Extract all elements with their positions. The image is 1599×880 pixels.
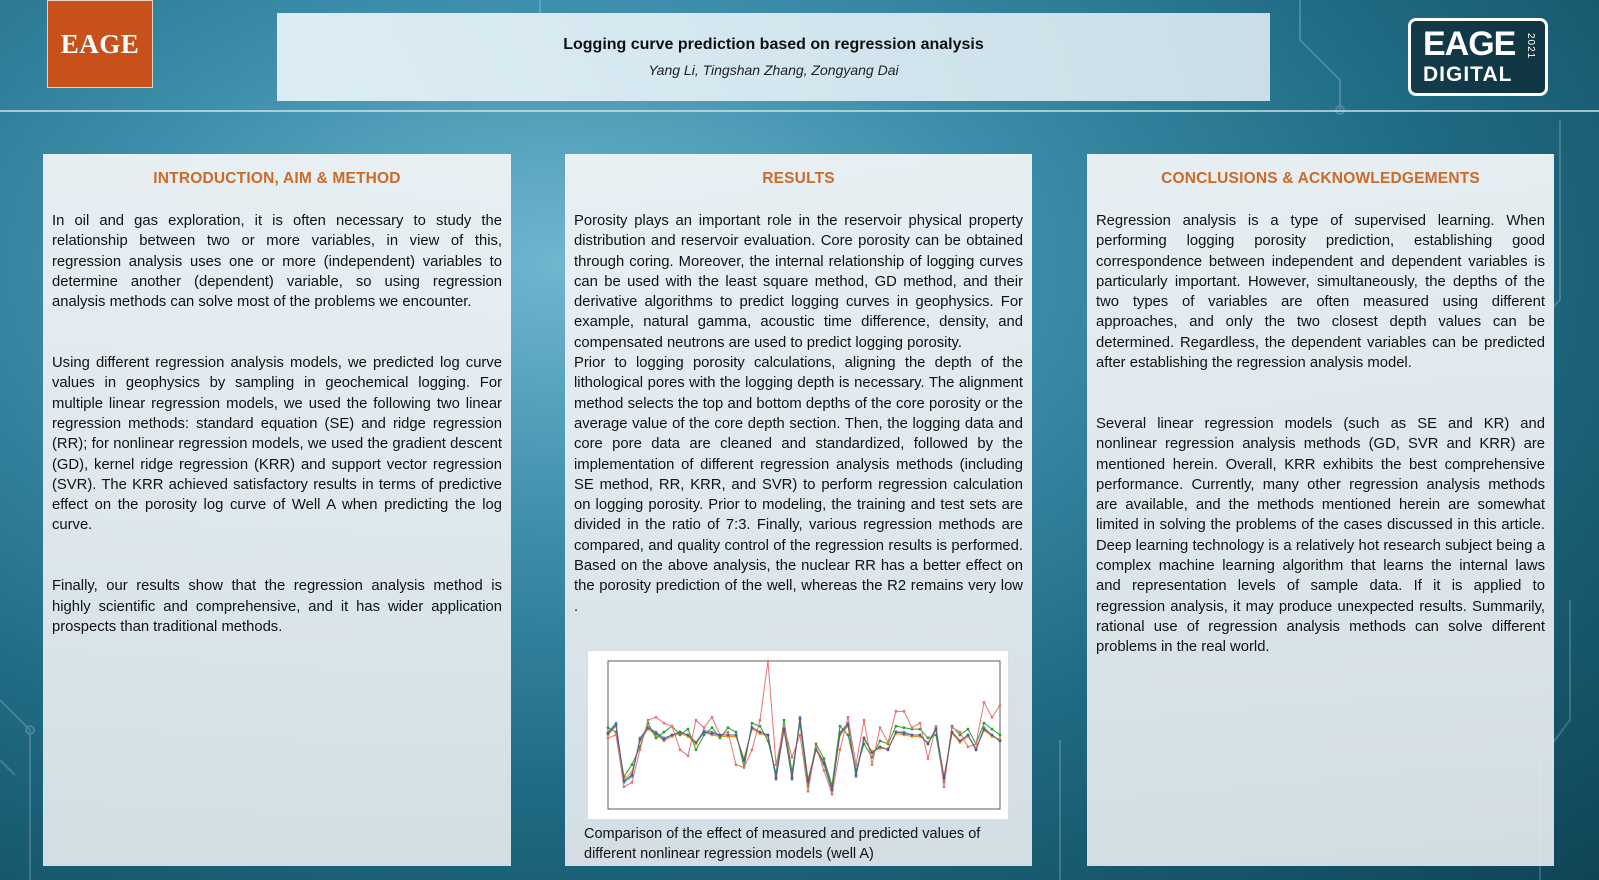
chart-point-3-6: [655, 716, 658, 719]
chart-point-4-43: [951, 731, 954, 734]
chart-point-4-32: [863, 737, 866, 740]
results-paragraph-2: Prior to logging porosity calculations, aligning the depth of the lithological pores with the logging depth is necessary. The alignment method selects the top and bottom depths of the core porosity or the average value of the core depth section. Then, the logging data and core pore data are cleaned and standardized, followed by the implementation of different regression analysis methods (including SE method, RR, KRR, and SVR) to perform regression calculation on logging porosity. Prior to modeling, the training and test sets are divided in the ratio of 7:3. Finally, various regression methods are compared, and quality control of the regression results is performed. Based on the above analysis, the nuclear RR has a better effect on the porosity prediction of the well, whereas the R2 remains very low .: [574, 355, 1023, 615]
chart-point-4-18: [751, 726, 754, 729]
eage-digital-logo: [1408, 18, 1548, 96]
intro-paragraph-1: In oil and gas exploration, it is often necessary to study the relationship between two or more variables, in view of this, regression analysis uses one or more (independent) variables to determine another (dependent) variable, so using regression analysis methods can solve most of the problems we encounter.: [52, 213, 502, 311]
results-body: [574, 211, 1023, 617]
chart-point-2-10: [687, 728, 690, 731]
chart-point-3-13: [711, 716, 714, 719]
chart-point-2-49: [999, 734, 1002, 737]
chart-point-4-7: [663, 738, 666, 741]
chart-point-3-24: [799, 734, 802, 737]
chart-point-3-31: [855, 763, 858, 766]
chart-point-3-49: [999, 704, 1002, 707]
chart-point-2-26: [815, 742, 818, 745]
chart-point-4-5: [647, 726, 650, 729]
chart-point-4-39: [919, 734, 922, 737]
chart-point-3-3: [631, 781, 634, 784]
conclusions-paragraph-1: Regression analysis is a type of supervised learning. When performing logging porosity prediction, establishing good correspondence between independent and dependent variables is particularly important. However, simultaneously, the depths of the two types of variables are often measured using different approaches, and only the two closest depth values can be determined. Regardless, the dependent variables can be predicted after establishing the regression analysis model.: [1096, 213, 1545, 372]
chart-point-3-10: [687, 754, 690, 757]
chart-point-3-43: [951, 726, 954, 729]
figure-caption: Comparison of the effect of measured and predicted values of different nonlinear regression models (well A): [584, 826, 981, 862]
conclusions-body: [1096, 211, 1545, 658]
chart-point-3-15: [727, 731, 730, 734]
chart-point-3-22: [783, 725, 786, 728]
prediction-chart: [587, 650, 1009, 820]
chart-point-2-16: [735, 731, 738, 734]
chart-point-3-7: [663, 722, 666, 725]
results-paragraph-1: Porosity plays an important role in the reservoir physical property distribution and reservoir evaluation. Core porosity can be obtained through coring. Moreover, the internal relationship of logging curves can be used with the least square method, GD method, and their derivative algorithms to predict logging curves in geophysics. For example, natural gamma, acoustic time difference, density, and compensated neutrons are used to predict logging porosity.: [574, 213, 1023, 351]
chart-point-4-29: [839, 732, 842, 735]
results-heading: RESULTS: [762, 170, 835, 187]
chart-point-3-37: [903, 710, 906, 713]
prediction-chart-svg: [588, 651, 1008, 819]
chart-point-4-41: [935, 728, 938, 731]
chart-point-3-12: [703, 726, 706, 729]
chart-point-2-40: [927, 737, 930, 740]
chart-series-line-3: [608, 661, 1000, 794]
chart-point-3-42: [943, 785, 946, 788]
chart-point-2-48: [991, 728, 994, 731]
chart-point-3-30: [847, 716, 850, 719]
intro-body: [52, 211, 502, 637]
chart-point-4-24: [799, 717, 802, 720]
chart-point-4-44: [959, 740, 962, 743]
chart-point-3-16: [735, 763, 738, 766]
chart-point-4-42: [943, 777, 946, 780]
chart-point-3-20: [767, 660, 770, 663]
chart-point-2-37: [903, 726, 906, 729]
chart-point-2-14: [719, 737, 722, 740]
conclusions-panel: [1087, 154, 1554, 866]
chart-point-2-22: [783, 719, 786, 722]
chart-point-3-33: [871, 763, 874, 766]
chart-point-4-2: [623, 779, 626, 782]
chart-point-3-32: [863, 719, 866, 722]
eage-digital-logo-line1: EAGE: [1423, 25, 1516, 63]
chart-point-4-6: [655, 732, 658, 735]
chart-point-4-8: [671, 734, 674, 737]
chart-point-3-27: [823, 769, 826, 772]
chart-point-3-40: [927, 757, 930, 760]
chart-point-3-38: [911, 726, 914, 729]
chart-point-2-29: [839, 725, 842, 728]
chart-point-4-38: [911, 734, 914, 737]
chart-point-4-27: [823, 762, 826, 765]
chart-point-3-26: [815, 745, 818, 748]
chart-point-4-28: [831, 788, 834, 791]
chart-point-4-36: [895, 731, 898, 734]
chart-point-3-23: [791, 756, 794, 759]
results-panel: [565, 154, 1032, 866]
chart-point-4-48: [991, 734, 994, 737]
chart-point-3-17: [743, 766, 746, 769]
chart-point-2-30: [847, 734, 850, 737]
chart-point-3-18: [751, 748, 754, 751]
chart-point-2-36: [895, 725, 898, 728]
chart-point-3-41: [935, 725, 938, 728]
chart-point-3-45: [967, 745, 970, 748]
chart-point-4-16: [735, 734, 738, 737]
chart-point-4-31: [855, 774, 858, 777]
chart-point-4-22: [783, 728, 786, 731]
chart-point-4-35: [887, 748, 890, 751]
chart-point-4-46: [975, 748, 978, 751]
chart-point-3-21: [775, 763, 778, 766]
chart-point-2-15: [727, 726, 730, 729]
chart-plot-frame: [608, 661, 1000, 809]
chart-point-4-10: [687, 734, 690, 737]
chart-point-4-45: [967, 734, 970, 737]
chart-point-4-19: [759, 731, 762, 734]
chart-point-4-9: [679, 731, 682, 734]
chart-point-4-14: [719, 734, 722, 737]
chart-point-3-35: [887, 741, 890, 744]
intro-heading: INTRODUCTION, AIM & METHOD: [153, 170, 401, 187]
chart-point-2-47: [983, 722, 986, 725]
chart-point-4-12: [703, 731, 706, 734]
chart-point-4-49: [999, 740, 1002, 743]
chart-point-4-4: [639, 738, 642, 741]
chart-point-3-47: [983, 701, 986, 704]
chart-point-2-11: [695, 748, 698, 751]
chart-point-3-36: [895, 710, 898, 713]
chart-point-3-34: [879, 726, 882, 729]
chart-point-3-19: [759, 719, 762, 722]
chart-point-2-34: [879, 740, 882, 743]
chart-point-2-9: [679, 734, 682, 737]
chart-point-3-8: [671, 725, 674, 728]
chart-point-3-0: [607, 737, 610, 740]
chart-point-4-30: [847, 723, 850, 726]
chart-point-3-44: [959, 731, 962, 734]
title-banner: [277, 13, 1270, 101]
chart-point-4-25: [807, 779, 810, 782]
chart-point-3-25: [807, 790, 810, 793]
chart-point-4-37: [903, 732, 906, 735]
chart-point-3-46: [975, 742, 978, 745]
chart-point-2-6: [655, 737, 658, 740]
chart-point-3-5: [647, 719, 650, 722]
chart-point-4-15: [727, 734, 730, 737]
chart-point-4-33: [871, 751, 874, 754]
chart-point-3-9: [679, 748, 682, 751]
eage-digital-logo-line2: DIGITAL: [1423, 63, 1513, 86]
chart-point-2-45: [967, 728, 970, 731]
chart-point-4-0: [607, 732, 610, 735]
chart-point-2-13: [711, 726, 714, 729]
conclusions-paragraph-2: Several linear regression models (such as SE and KR) and nonlinear regression analysis methods (GD, SVR and KRR) are mentioned herein. Overall, KRR exhibits the best comprehensive performance. Currently, many other regression analysis methods are available, and the methods mentioned herein are somewhat limited in solving the problems of the cases discussed in this article. Deep learning technology is a relatively hot research subject being a complex machine learning algorithm that learns the internal laws and representation levels of sample data. If it is applied to regression analysis, it may produce unexpected results. Summarily, rational use of regression analysis methods can solve different problems in the real world.: [1096, 415, 1545, 656]
chart-point-4-21: [775, 777, 778, 780]
header-divider: [0, 110, 1599, 112]
chart-point-4-47: [983, 728, 986, 731]
chart-point-2-7: [663, 731, 666, 734]
eage-digital-logo-year: 2021: [1525, 33, 1536, 60]
chart-point-4-20: [767, 734, 770, 737]
poster-authors: Yang Li, Tingshan Zhang, Zongyang Dai: [648, 62, 899, 78]
chart-point-4-17: [743, 759, 746, 762]
chart-point-2-0: [607, 726, 610, 729]
chart-point-3-11: [695, 719, 698, 722]
chart-point-4-26: [815, 748, 818, 751]
chart-point-2-18: [751, 722, 754, 725]
chart-point-3-29: [839, 748, 842, 751]
chart-point-3-2: [623, 785, 626, 788]
eage-logo: EAGE: [47, 0, 153, 88]
chart-point-4-1: [615, 723, 618, 726]
chart-point-3-4: [639, 748, 642, 751]
chart-point-2-27: [823, 757, 826, 760]
poster-title: Logging curve prediction based on regression analysis: [563, 36, 984, 53]
chart-point-3-48: [991, 716, 994, 719]
chart-point-4-40: [927, 742, 930, 745]
chart-point-4-34: [879, 745, 882, 748]
chart-point-4-3: [631, 774, 634, 777]
intro-paragraph-3: Finally, our results show that the regression analysis method is highly scientific and comprehensive, and it has wider application prospects than traditional methods.: [52, 578, 502, 635]
conclusions-heading: CONCLUSIONS & ACKNOWLEDGEMENTS: [1161, 170, 1480, 187]
chart-point-3-39: [919, 722, 922, 725]
chart-point-4-23: [791, 777, 794, 780]
intro-paragraph-2: Using different regression analysis models, we predicted log curve values in geophysics by sampling in geochemical logging. For multiple linear regression models, we used the following two linear regression methods: standard equation (SE) and ridge regression (RR); for nonlinear regression models, we used the gradient descent (GD), kernel ridge regression (KRR) and support vector regression (SVR). The KRR achieved satisfactory results in terms of predictive effect on the porosity log curve of Well A when predicting the log curve.: [52, 355, 502, 534]
intro-panel: [43, 154, 511, 866]
chart-point-4-13: [711, 732, 714, 735]
chart-point-4-11: [695, 741, 698, 744]
chart-point-3-28: [831, 793, 834, 796]
chart-point-2-3: [631, 763, 634, 766]
